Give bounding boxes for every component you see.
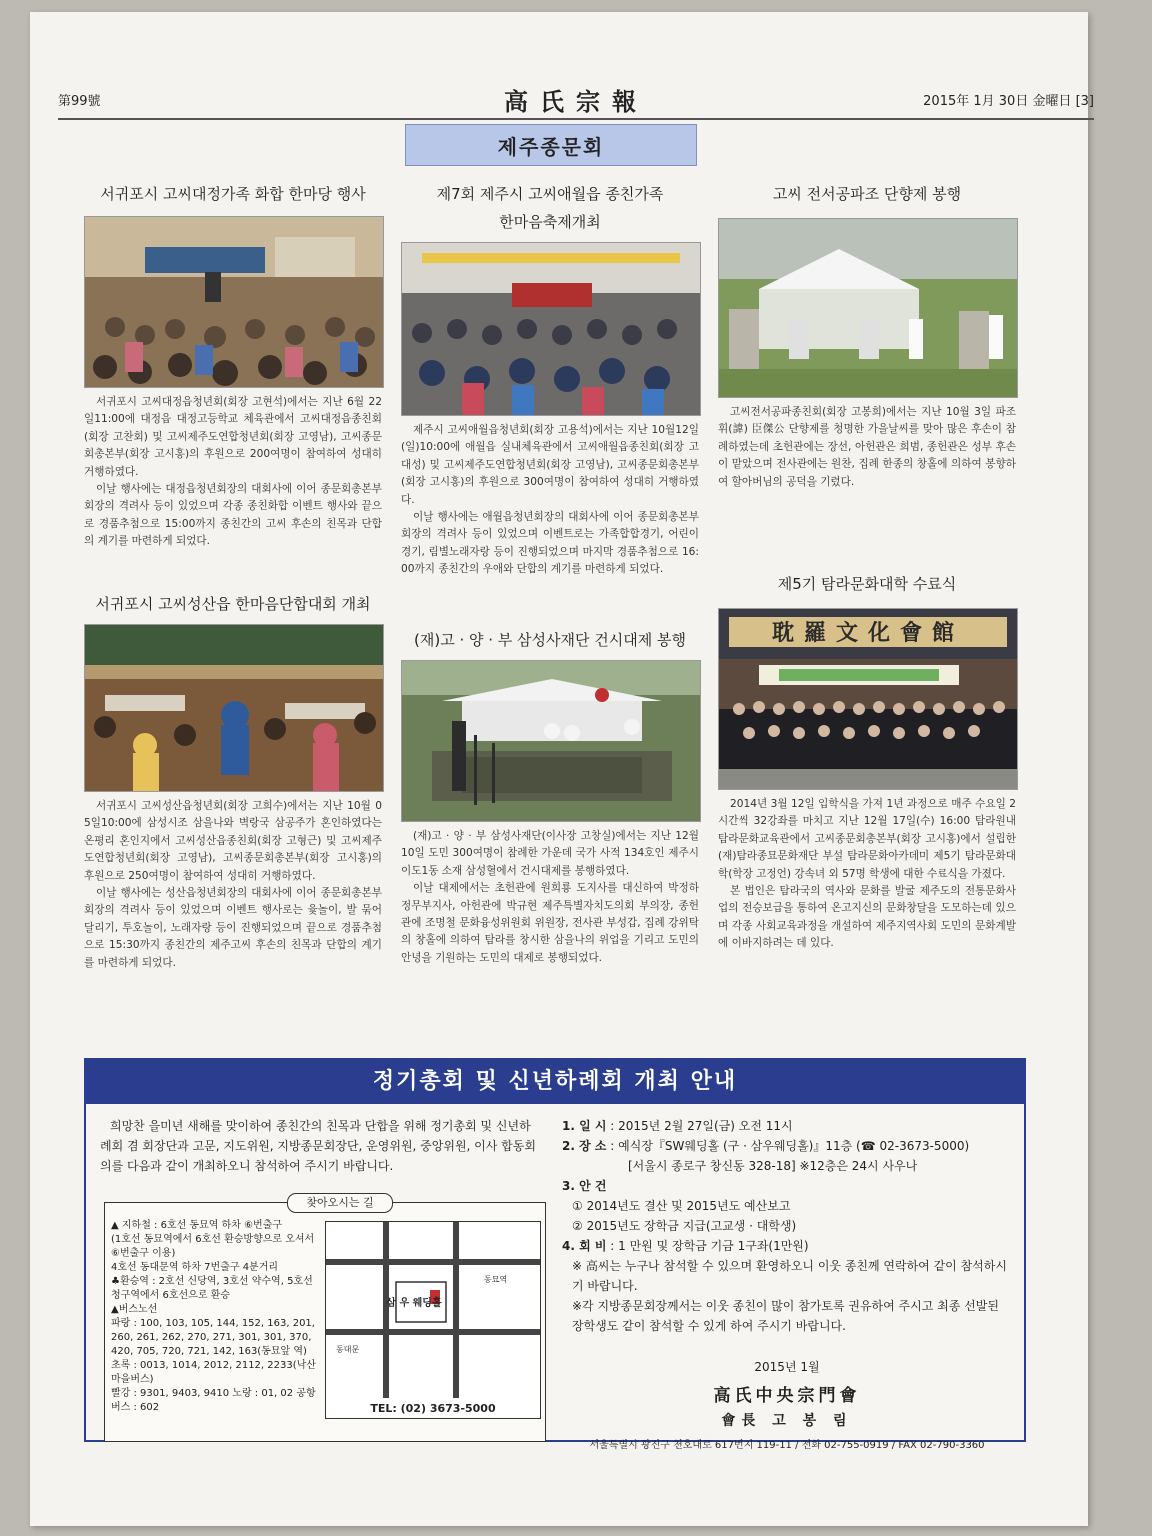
- article-title: 제7회 제주시 고씨애월읍 종친가족: [436, 185, 664, 203]
- event-photo-samseonghyeol: [401, 660, 701, 822]
- article-title: 한마음축제개최: [499, 213, 601, 231]
- detail-place: 2. 장 소 : 예식장『SW웨딩홀 (구 · 삼우웨딩홀)』11층 (☎ 02-3673-5000): [562, 1139, 970, 1153]
- article-title: 서귀포시 고씨성산읍 한마음단합대회 개최: [95, 595, 371, 613]
- article-body: 서귀포시 고씨성산읍청년회(회장 고희수)에서는 지난 10월 05일10:00에 삼성시조 삼을나와 벽랑국 삼공주가 혼인하였다는 온평리 혼인지에서 고씨성산읍종친회(회장 고형근) 및 고씨제주도연합청년회(회장 고영남), 고씨종문회총본부(회장 고시홍)의 후원으로 250여명이 참여하여 성대히 거행하였다.: [84, 800, 382, 882]
- article-column-2b: [401, 626, 699, 967]
- article-body: 이날 행사에는 성산읍청년회장의 대회사에 이어 종문회총본부 회장의 격려사 등이 있었으며 이벤트 행사로는 윷놀이, 발 묶어 달리기, 투호놀이, 노래자랑 등이 진행되었으며 끝으로 경품추첨으로 15:30까지 종친간의 제주고씨 후손의 친목과 단합의 계기를 마련하게 되었다.: [84, 887, 382, 969]
- article-body: 이날 행사에는 대정읍청년회장의 대회사에 이어 종문회총본부 회장의 격려사 등이 있었으며 각종 종친화합 이벤트 행사와 끝으로 경품추첨으로 15:00까지 종친간의 고씨 후손의 친목과 단합의 계기를 마련하게 되었다.: [84, 483, 382, 548]
- directions-list: [111, 1219, 323, 1415]
- notice-title: 정기총회 및 신년하례회 개최 안내: [86, 1060, 1024, 1104]
- direction-line: 4호선 동대문역 하차 7번출구 4분거리: [111, 1262, 279, 1273]
- direction-line: 초록 : 0013, 1014, 2012, 2112, 2233(낙산 마을버스): [111, 1360, 316, 1385]
- detail-fee: 4. 회 비 : 1 만원 및 장학금 기금 1구좌(1만원): [562, 1239, 809, 1253]
- masthead: 高氏宗報: [504, 87, 648, 116]
- article-column-3b: [718, 570, 1016, 953]
- direction-line: ▲ 지하철 : 6호선 동묘역 하차 ⑥번출구: [111, 1220, 283, 1231]
- president-name: 會長 고 봉 림: [721, 1413, 853, 1429]
- event-photo-seongsan: [84, 624, 384, 792]
- article-column-2: [401, 180, 699, 579]
- directions-title: 찾아오시는 길: [287, 1193, 393, 1213]
- signature-date: 2015년 1월: [754, 1360, 820, 1374]
- map-station-label: 동묘역: [484, 1275, 508, 1284]
- notice-signature: [562, 1358, 1012, 1451]
- detail-date: 1. 일 시 : 2015년 2월 27일(금) 오전 11시: [562, 1119, 793, 1133]
- meeting-notice: [84, 1058, 1026, 1451]
- event-photo-danhyangje: [718, 218, 1018, 398]
- event-photo-aewol: [401, 242, 701, 416]
- article-title: 고씨 전서공파조 단향제 봉행: [772, 185, 962, 203]
- map-hall-label: 삼 우 웨딩홀: [386, 1298, 442, 1309]
- notice-details: [562, 1116, 1012, 1336]
- page-header: [58, 78, 1094, 120]
- direction-line: ▲버스노선: [111, 1304, 158, 1315]
- detail-agenda-item: ② 2015년도 장학금 지급(고교생 · 대학생): [572, 1219, 797, 1233]
- article-body: 2014년 3월 12일 입학식을 가져 1년 과정으로 매주 수요일 2시간씩 32강좌를 마치고 지난 12월 17일(수) 16:00 탐라원내 탐라문화교육관에서 고씨종문회총본부(회장 고시홍)에서 설립한 (재)탐라종묘문화재단 부설 탐라문화아카데미 제5기 탐라문화대학(학장 고정언) 강속녀 외 57명 학생에 대한 수료식을 가졌다.: [718, 798, 1016, 880]
- direction-line: ♣환승역 : 2호선 신당역, 3호선 약수역, 5호선 청구역에서 6호선으로 환승: [111, 1276, 313, 1301]
- article-body: (재)고 · 양 · 부 삼성사재단(이사장 고창실)에서는 지난 12월 10일 도민 300여명이 참례한 가운데 국가 사적 134호인 제주시 이도1동 소재 삼성혈에서 건시대제를 봉행하였다.: [401, 830, 699, 877]
- article-column-3: [718, 180, 1016, 491]
- article-body: 이날 대제에서는 초헌관에 원희룡 도지사를 대신하여 박정하 정무부지사, 아헌관에 박규현 제주특별자치도의회 부의장, 종헌관에 조명철 문화융성위원회 위원장, 전사관 부성갑, 집례 강위탁의 창홀에 의하여 탐라를 창시한 삼을나의 위업을 기리고 도민의 안녕을 기원하는 도민의 대제로 봉행되었다.: [401, 882, 699, 964]
- issue-date: 2015年 1月 30日 金曜日 [3]: [923, 94, 1094, 109]
- organization-address: 서울특별시 광진구 천호대로 617번지 119-11 / 전화 02-755-0919 / FAX 02-790-3360: [589, 1440, 985, 1451]
- issue-number: 第99號: [58, 94, 101, 109]
- section-title: 제주종문회: [405, 124, 697, 166]
- detail-place-address: [서울시 종로구 창신동 328-18] ※12층은 24시 사우나: [628, 1159, 918, 1173]
- article-title: 서귀포시 고씨대정가족 화합 한마당 행사: [100, 185, 366, 203]
- organization-name: 高氏中央宗門會: [713, 1386, 861, 1406]
- direction-line: (1호선 동묘역에서 6호선 환승방향으로 오셔서 ⑥번출구 이용): [111, 1234, 315, 1259]
- directions-box: [104, 1196, 546, 1442]
- article-column-1b: [84, 590, 382, 972]
- article-body: 이날 행사에는 애월읍청년회장의 대회사에 이어 종문회총본부 회장의 격려사 등이 있었으며 이벤트로는 가족합합경기, 어린이 경기, 림별노래자랑 등이 진행되었으며 마지막 경품추첨으로 16:00까지 종친간의 우애와 단합의 계기를 마련하게 되었다.: [401, 511, 699, 576]
- map-tel: TEL: (02) 3673-5000: [370, 1402, 496, 1415]
- article-title: 제5기 탐라문화대학 수료식: [777, 575, 957, 593]
- article-body: 고씨전서공파종친회(회장 고봉희)에서는 지난 10월 3일 파조 휘(諱) 臣傑公 단향제를 청명한 가을날씨를 맞아 많은 후손이 참례하였는데 초헌관에는 장선, 아헌관은 희범, 종헌관은 성부 후손이 맡았으며 전사관에는 원찬, 집례 한종의 창홀에 의하여 봉향하여 할아버님의 공덕을 기렸다.: [718, 406, 1016, 488]
- detail-note: ※각 지방종문회장께서는 이웃 종친이 많이 참가토록 권유하여 주시고 최종 선발된 장학생도 같이 참석할 수 있게 하여 주시기 바랍니다.: [572, 1299, 999, 1333]
- event-photo-daejeong: [84, 216, 384, 388]
- article-title: (재)고 · 양 · 부 삼성사재단 건시대제 봉행: [414, 631, 686, 649]
- building-signboard: 耽羅文化會館: [771, 620, 965, 646]
- direction-line: 빨강 : 9301, 9403, 9410 노랑 : 01, 02 공항버스 : 602: [111, 1388, 316, 1413]
- article-body: 서귀포시 고씨대정읍청년회(회장 고현석)에서는 지난 6월 22일11:00에 대정읍 대정고등학교 체육관에서 고씨대정읍종친회(회장 고찬회) 및 고씨제주도연합청년회(회장 고영남), 고씨종문회총본부(회장 고시홍)의 후원으로 200여명이 참여하여 성대히 거행하였다.: [84, 396, 382, 478]
- article-column-1: [84, 180, 382, 551]
- detail-agenda-label: 3. 안 건: [562, 1179, 607, 1193]
- detail-agenda-item: ① 2014년도 결산 및 2015년도 예산보고: [572, 1199, 791, 1213]
- direction-line: 파랑 : 100, 103, 105, 144, 152, 163, 201, 260, 261, 262, 270, 271, 301, 301, 370, 420, 705, 720, 721, 142, 163(동묘앞 역): [111, 1318, 315, 1357]
- article-body: 본 법인은 탐라국의 역사와 문화를 발굴 제주도의 전통문화사업의 전승보급을 통하여 온고지신의 문화창달을 도모하는데 있으며 각종 사회교육과정을 개설하여 제주지역사회 도민의 문화계발에 이바지하려는 데 있다.: [718, 885, 1016, 950]
- detail-note: ※ 高씨는 누구나 참석할 수 있으며 환영하오니 이웃 종친께 연락하여 같이 참석하시기 바랍니다.: [572, 1259, 1007, 1293]
- notice-intro: 희망찬 을미년 새해를 맞이하여 종친간의 친목과 단합을 위해 정기총회 및 신년하례회 겸 회장단과 고문, 지도위원, 지방종문회장단, 운영위원, 중앙위원, 이사 합동회의를 다음과 같이 개최하오니 참석하여 주시기 바랍니다.: [100, 1119, 536, 1173]
- map-dongdaemun-label: 동대문: [336, 1345, 360, 1354]
- article-body: 제주시 고씨애월읍청년회(회장 고용석)에서는 지난 10월12일(일)10:00에 애월읍 실내체육관에서 고씨애월읍종친회(회장 고대성) 및 고씨제주도연합청년회(회장 고영남), 고씨종문회총본부(회장 고시홍)의 후원으로 300여명이 참여하여 성대히 거행하였다.: [401, 424, 699, 506]
- location-map: [325, 1221, 541, 1419]
- event-photo-tamna-graduation: [718, 608, 1018, 790]
